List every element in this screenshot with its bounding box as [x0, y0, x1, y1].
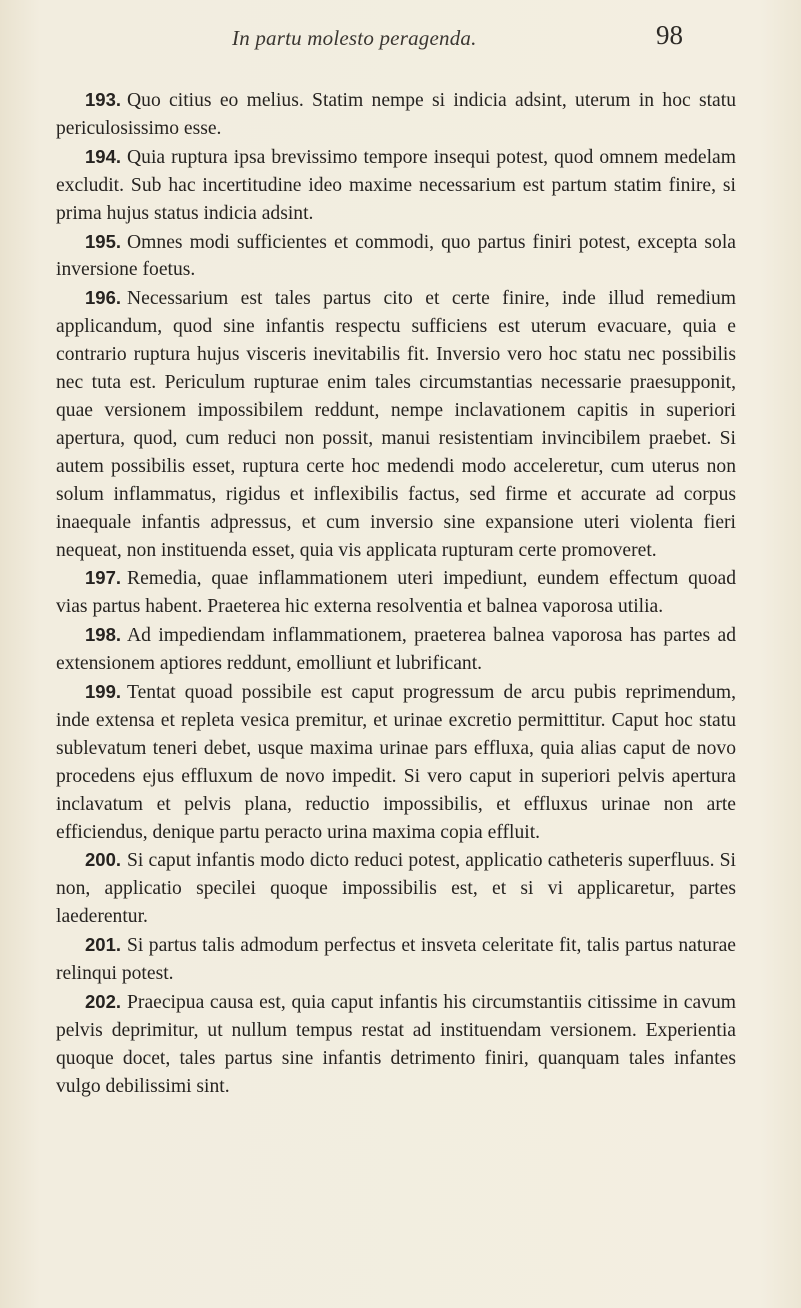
paragraph-193 [56, 86, 736, 143]
paragraph-number: 199. [85, 681, 122, 703]
body-text [56, 86, 736, 1101]
paragraph-number: 195. [85, 230, 122, 252]
paragraph-199 [56, 678, 736, 846]
paragraph-text: Praecipua causa est, quia caput infantis his circumstantiis citissime in cavum pelvis deprimitur, ut nullum tempus restat ad instituendam versionem. Experientia quoque docet, tales partus sine infantis detrimento finiri, quanquam tales infantes vulgo debilissimi sint. [56, 992, 736, 1097]
paragraph-201 [56, 931, 736, 988]
paragraph-text: Ad impediendam inflammationem, praeterea balnea vaporosa has partes ad extensionem aptiores reddunt, emolliunt et lubrificant. [56, 625, 736, 675]
paragraph-196 [56, 284, 736, 564]
paragraph-text: Necessarium est tales partus cito et certe finire, inde illud remedium applicandum, quod sine infantis respectu sufficiens est uterum evacuare, quia e contrario ruptura hujus visceris inevitabilis fit. Inversio vero hoc statu nec possibilis nec tuta est. Periculum rupturae enim tales circumstantias necessarie praesupponit, quae versionem impossibilem reddunt, nempe inclavationem capitis in superiori apertura, quod, cum reduci non possit, manui resistentiam invincibilem praebet. Si autem possibilis esset, ruptura certe hoc medendi modo acceleretur, cum uterus non solum inflammatus, rigidus et inflexibilis factus, sed firme et accurate ad corpus inaequale infantis adpressus, et cum inversio sine expansione uteri violenta fieri nequeat, non instituenda esset, quia vis applicata rupturam certe promoveret. [56, 288, 736, 561]
paragraph-197 [56, 564, 736, 621]
paragraph-number: 198. [85, 624, 122, 646]
paragraph-text: Quia ruptura ipsa brevissimo tempore insequi potest, quod omnem medelam excludit. Sub hac incertitudine ideo maxime necessarium est partum statim finire, si prima hujus status indicia adsint. [56, 146, 736, 224]
paragraph-number: 200. [85, 849, 122, 871]
paragraph-195 [56, 228, 736, 285]
page-number: 98 [656, 20, 683, 50]
paragraph-number: 193. [85, 89, 122, 110]
paragraph-text: Si partus talis admodum perfectus et insveta celeritate fit, talis partus naturae relinqui potest. [56, 935, 736, 985]
paragraph-text: Si caput infantis modo dicto reduci potest, applicatio catheteris superfluus. Si non, applicatio specilei quoque impossibilis est, et si vi applicaretur, partes laederentur. [56, 850, 736, 928]
paragraph-194 [56, 143, 736, 228]
paragraph-text: Remedia, quae inflammationem uteri impediunt, eundem effectum quoad vias partus habent. Praeterea hic externa resolventia et balnea vaporosa utilia. [56, 568, 736, 618]
paragraph-200 [56, 846, 736, 931]
paragraph-text: Quo citius eo melius. Statim nempe si indicia adsint, uterum in hoc statu periculosissimo esse. [56, 90, 736, 139]
paragraph-text: Omnes modi sufficientes et commodi, quo partus finiri potest, excepta sola inversione foetus. [56, 231, 736, 281]
running-head: In partu molesto peragenda. [232, 26, 477, 50]
paragraph-number: 194. [85, 145, 122, 167]
paragraph-text: Tentat quoad possibile est caput progressum de arcu pubis reprimendum, inde extensa et repleta vesica premitur, et urinae excretio permittitur. Caput hoc statu sublevatum teneri debet, usque maxima urinae pars effluxa, quia alias caput de novo procedens ejus effluxum de novo impedit. Si vero caput in superiori pelvis apertura inclavatum et pelvis plana, reductio impossibilis, et effluxus urinae non arte efficiendus, denique partu peracto urina maxima copia effluit. [56, 682, 736, 843]
paragraph-198 [56, 621, 736, 678]
paragraph-202 [56, 988, 736, 1101]
paragraph-number: 202. [85, 991, 122, 1012]
paragraph-number: 201. [85, 934, 122, 956]
paragraph-number: 197. [85, 567, 122, 589]
paragraph-number: 196. [85, 287, 122, 309]
